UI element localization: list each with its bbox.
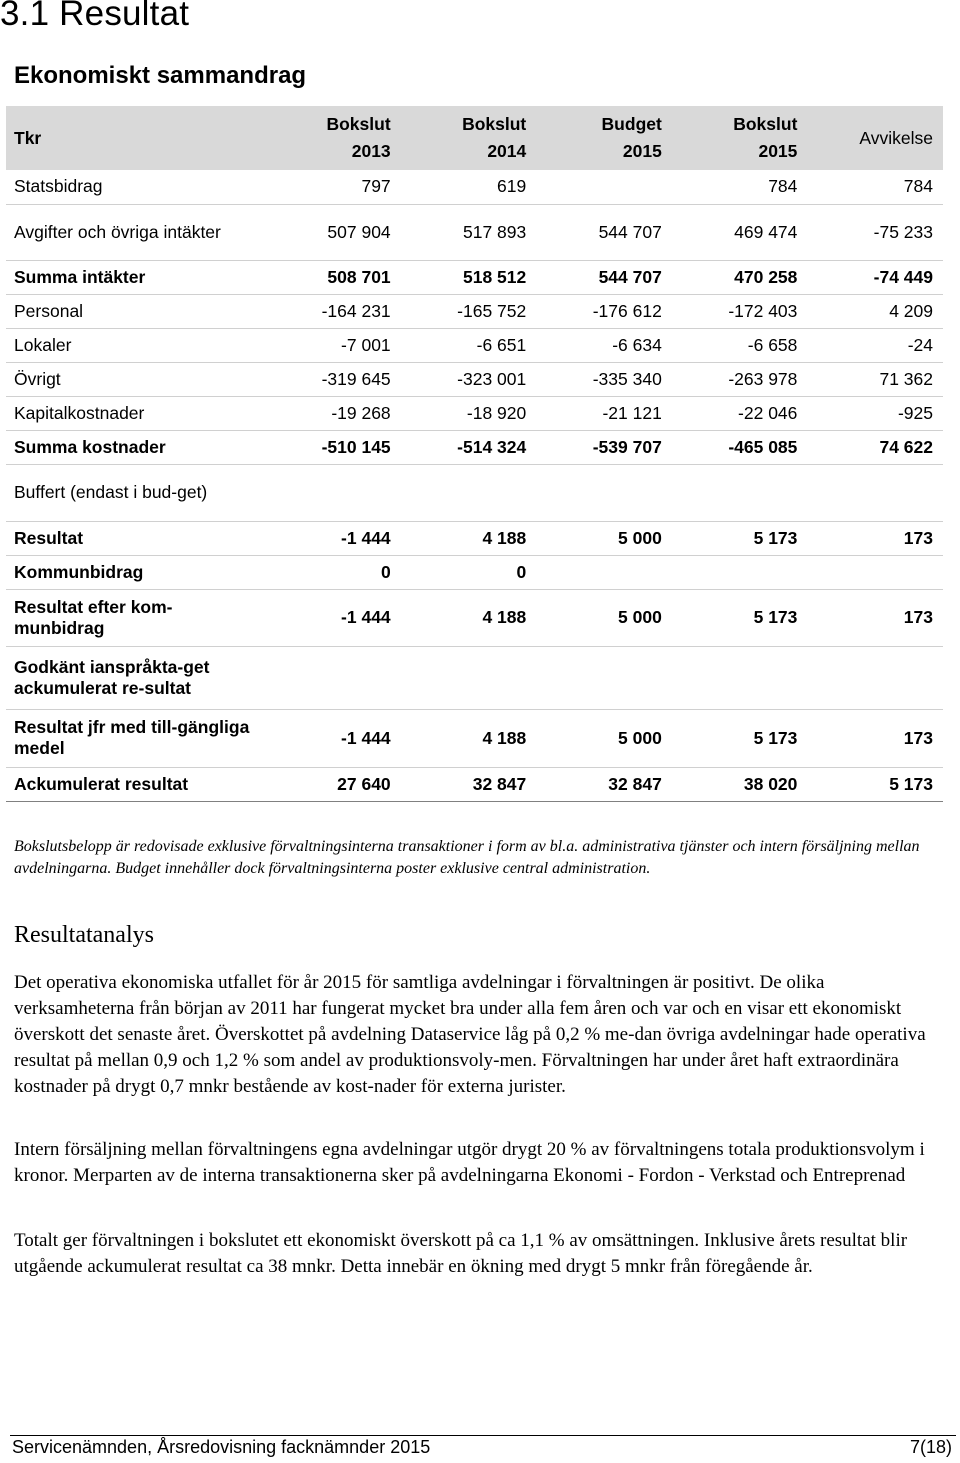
row-value xyxy=(265,464,401,521)
header-label: Bokslut xyxy=(733,114,798,134)
row-value: 5 000 xyxy=(618,527,662,548)
row-label: Summa intäkter xyxy=(14,266,146,287)
row-value: 507 904 xyxy=(327,221,391,242)
analysis-paragraph-2: Intern försäljning mellan förvaltningens egna avdelningar utgör drygt 20 % av förvaltningens totala produktionsvolym i kronor. Merparten av de interna transaktionerna sker på avdelningarna Ekonomi - Fordon - Verkstad och Entreprenad xyxy=(14,1139,925,1186)
row-value: 173 xyxy=(903,607,933,627)
row-value: 32 847 xyxy=(608,773,662,794)
footer-page-number: 7(18) xyxy=(909,1437,952,1457)
row-value: -6 634 xyxy=(612,334,662,355)
header-avvikelse xyxy=(807,106,943,170)
row-value: 544 707 xyxy=(598,266,662,287)
row-value xyxy=(807,646,943,709)
row-value: 470 258 xyxy=(734,266,798,287)
row-value: 32 847 xyxy=(472,773,527,794)
header-year: 2013 xyxy=(351,141,391,161)
header-year: 2015 xyxy=(622,141,662,161)
row-value xyxy=(536,170,672,204)
table-header-row xyxy=(6,106,943,170)
header-year: 2015 xyxy=(758,141,798,161)
header-tkr xyxy=(6,106,265,170)
row-label: Resultat efter kom-munbidrag xyxy=(14,596,173,638)
row-value xyxy=(672,555,808,589)
row-value: -1 444 xyxy=(341,607,391,627)
header-bokslut-2015 xyxy=(672,106,808,170)
row-value: -925 xyxy=(897,402,933,423)
row-value: -18 920 xyxy=(466,402,527,423)
row-value: 38 020 xyxy=(743,773,798,794)
row-value: -19 268 xyxy=(331,402,391,423)
row-value xyxy=(807,555,943,589)
row-value: -172 403 xyxy=(728,300,798,321)
table-row xyxy=(6,430,943,464)
table-row xyxy=(6,396,943,430)
row-label: Övrigt xyxy=(14,368,61,389)
row-value: 4 188 xyxy=(482,607,527,627)
row-label: Personal xyxy=(14,300,84,321)
table-row xyxy=(6,170,943,204)
row-value: 619 xyxy=(497,176,527,197)
row-value: 5 000 xyxy=(618,607,662,627)
row-value: 0 xyxy=(380,561,391,582)
table-row xyxy=(6,260,943,294)
table-footnote: Bokslutsbelopp är redovisade exklusive förvaltningsinterna transaktioner i form av bl.a. administrativa tjänster och intern försäljning mellan avdelningarna. Budget innehåller dock förvaltningsinterna poster exklusive central administration. xyxy=(14,838,920,877)
row-value: 4 209 xyxy=(889,300,933,321)
row-value: -335 340 xyxy=(592,368,662,389)
row-value: -323 001 xyxy=(457,368,527,389)
financial-summary-table xyxy=(6,106,943,802)
row-value: -539 707 xyxy=(592,436,662,457)
row-label: Avgifter och övriga intäkter xyxy=(14,221,221,242)
row-value: -22 046 xyxy=(738,402,798,423)
header-bokslut-2014 xyxy=(401,106,537,170)
row-value: 544 707 xyxy=(598,221,662,242)
section-title: Ekonomiskt sammandrag xyxy=(14,62,307,89)
footer-document-title: Servicenämnden, Årsredovisning facknämnder 2015 xyxy=(12,1437,431,1457)
row-value: -164 231 xyxy=(321,300,391,321)
row-value: -176 612 xyxy=(592,300,662,321)
table-row xyxy=(6,362,943,396)
table-row xyxy=(6,204,943,260)
row-value: -6 658 xyxy=(747,334,798,355)
table-row xyxy=(6,646,943,709)
row-value: 4 188 xyxy=(482,527,527,548)
row-label: Buffert (endast i bud-get) xyxy=(14,482,208,502)
row-value: 518 512 xyxy=(462,266,527,287)
row-value xyxy=(807,464,943,521)
header-label: Tkr xyxy=(14,127,42,148)
table-row xyxy=(6,464,943,521)
header-bokslut-2013 xyxy=(265,106,401,170)
row-value: 517 893 xyxy=(462,221,527,242)
row-value: -74 449 xyxy=(873,266,933,287)
footer-divider xyxy=(10,1435,956,1436)
row-value: 71 362 xyxy=(879,368,933,389)
row-value xyxy=(401,464,537,521)
row-value: 27 640 xyxy=(337,773,391,794)
row-value: 469 474 xyxy=(734,221,798,242)
row-value: 508 701 xyxy=(327,266,391,287)
table-row xyxy=(6,589,943,646)
row-value: -319 645 xyxy=(321,368,391,389)
page-title: 3.1 Resultat xyxy=(0,0,190,33)
row-value: 5 000 xyxy=(618,727,662,748)
row-value: -7 001 xyxy=(341,334,391,355)
row-label: Lokaler xyxy=(14,334,72,355)
row-value: 173 xyxy=(903,527,933,548)
row-label: Resultat jfr med till-gängliga medel xyxy=(14,717,250,758)
row-value: 173 xyxy=(903,727,933,748)
header-label: Bokslut xyxy=(462,114,527,134)
analysis-paragraph-3: Totalt ger förvaltningen i bokslutet ett ekonomiskt överskott på ca 1,1 % av omsättningen. Inklusive årets resultat blir utgående ackumulerat resultat ca 38 mnkr. Detta innebär en ökning med drygt 5 mnkr från föregående år. xyxy=(14,1230,908,1277)
table-row xyxy=(6,709,943,767)
row-value xyxy=(672,464,808,521)
row-value: -165 752 xyxy=(457,300,527,321)
row-value: 5 173 xyxy=(753,727,798,748)
row-value: 4 188 xyxy=(482,727,527,748)
row-value: 5 173 xyxy=(753,527,798,548)
row-value: -1 444 xyxy=(341,527,391,548)
row-value: 797 xyxy=(361,176,391,197)
row-value: -6 651 xyxy=(476,334,527,355)
row-value xyxy=(536,646,672,709)
header-label: Bokslut xyxy=(326,114,391,134)
analysis-heading: Resultatanalys xyxy=(14,922,154,948)
table-row xyxy=(6,767,943,801)
row-value: 5 173 xyxy=(753,607,798,627)
row-value xyxy=(536,555,672,589)
row-label: Ackumulerat resultat xyxy=(14,773,189,794)
row-value: 5 173 xyxy=(889,773,933,794)
row-value: -263 978 xyxy=(728,368,798,389)
table-row xyxy=(6,521,943,555)
row-value xyxy=(536,464,672,521)
row-value: -75 233 xyxy=(873,221,933,242)
table-row xyxy=(6,555,943,589)
row-value: -24 xyxy=(907,334,933,355)
analysis-paragraph-1: Det operativa ekonomiska utfallet för år 2015 för samtliga avdelningar i förvaltningen är positivt. De olika verksamheterna från början av 2011 har fungerat mycket bra under alla fem åren och var och en visar ett ekonomiskt överskott det senaste året. Överskottet på avdelning Dataservice låg på 0,2 % me-dan övriga avdelningar hade operativa resultat på mellan 0,9 och 1,2 % som andel av produktionsvoly-men. Förvaltningen har under året haft extraordinära kostnader på drygt 0,7 mnkr bestående av kost-nader för externa jurister. xyxy=(14,972,926,1097)
table-row xyxy=(6,328,943,362)
row-value xyxy=(672,646,808,709)
header-budget-2015 xyxy=(536,106,672,170)
header-label: Avvikelse xyxy=(859,127,933,148)
row-label: Summa kostnader xyxy=(14,436,166,457)
row-value: -514 324 xyxy=(457,436,527,457)
row-label: Kommunbidrag xyxy=(14,561,144,582)
row-label: Kapitalkostnader xyxy=(14,402,145,423)
row-value: -510 145 xyxy=(321,436,391,457)
table-body xyxy=(6,170,943,801)
row-value: 784 xyxy=(903,176,933,197)
row-value: -1 444 xyxy=(341,727,391,748)
row-label: Godkänt ianspråkta-get ackumulerat re-sultat xyxy=(14,656,210,698)
row-value xyxy=(265,646,401,709)
row-value: 784 xyxy=(768,176,798,197)
row-value: -21 121 xyxy=(602,402,662,423)
row-label: Resultat xyxy=(14,527,84,548)
row-label: Statsbidrag xyxy=(14,176,103,197)
row-value: -465 085 xyxy=(728,436,798,457)
header-label: Budget xyxy=(601,114,662,134)
table-row xyxy=(6,294,943,328)
header-year: 2014 xyxy=(487,141,527,161)
row-value: 0 xyxy=(516,561,527,582)
row-value xyxy=(401,646,537,709)
row-value: 74 622 xyxy=(879,436,933,457)
